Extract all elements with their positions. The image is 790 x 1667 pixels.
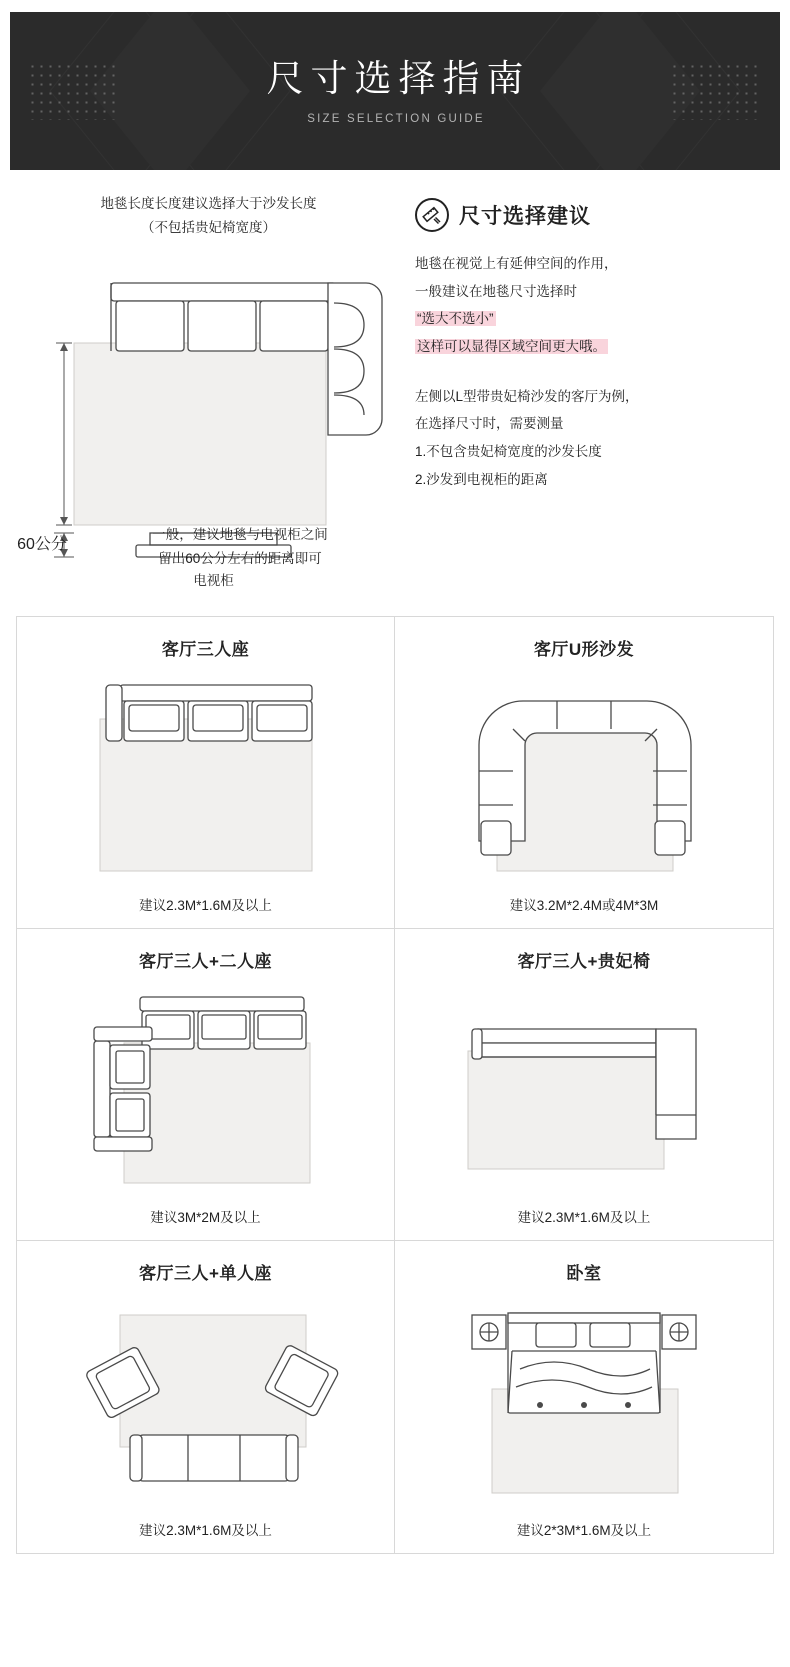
tv-distance-line2: 留出60公分左右的距离即可 bbox=[158, 550, 322, 566]
advice-p1-line4: 这样可以显得区域空间更大哦。 bbox=[417, 339, 606, 355]
advice-p1-line1: 地毯在视觉上有延伸空间的作用， bbox=[415, 256, 618, 271]
cell-note: 建议2.3M*1.6M及以上 bbox=[139, 898, 272, 914]
three-seat-sofa-diagram bbox=[27, 668, 384, 888]
cell-title: 客厅三人+二人座 bbox=[139, 952, 272, 972]
advice-p2-line2: 在选择尺寸时，需要测量 bbox=[415, 416, 564, 432]
advice-header bbox=[415, 198, 774, 232]
grid-cell-three-plus-single bbox=[17, 1241, 395, 1553]
cell-title: 客厅U形沙发 bbox=[533, 640, 635, 660]
header-banner bbox=[10, 12, 780, 170]
page-title: 尺寸选择指南 bbox=[266, 57, 531, 99]
cell-note: 建议2*3M*1.6M及以上 bbox=[516, 1523, 652, 1539]
grid-cell-three-seat bbox=[17, 617, 395, 929]
page-subtitle: SIZE SELECTION GUIDE bbox=[307, 113, 485, 126]
advice-paragraph-1 bbox=[415, 250, 774, 361]
advice-p2-line1: 左侧以L型带贵妃椅沙发的客厅为例， bbox=[415, 388, 639, 404]
grid-cell-three-plus-two bbox=[17, 929, 395, 1241]
diagram-caption-line2: （不包括贵妃椅宽度） bbox=[141, 219, 276, 235]
cell-note: 建议2.3M*1.6M及以上 bbox=[517, 1210, 651, 1226]
three-plus-single-seat-diagram bbox=[27, 1292, 384, 1513]
main-diagram-block bbox=[16, 192, 401, 600]
grid-cell-u-shape bbox=[395, 617, 773, 929]
ruler-pencil-icon bbox=[415, 198, 449, 232]
three-seat-chaise-diagram bbox=[405, 980, 763, 1200]
tv-cabinet-label: 电视柜 bbox=[193, 573, 234, 589]
cell-title: 客厅三人+贵妃椅 bbox=[517, 952, 651, 972]
diagram-caption-line1: 地毯长度长度建议选择大于沙发长度 bbox=[100, 196, 317, 211]
cell-title: 客厅三人+单人座 bbox=[139, 1264, 272, 1284]
bedroom-bed-diagram bbox=[405, 1292, 763, 1513]
advice-p2-line4: 2.沙发到电视柜的距离 bbox=[415, 471, 548, 487]
cell-note: 建议3M*2M及以上 bbox=[150, 1210, 261, 1226]
advice-paragraph-2 bbox=[415, 383, 774, 494]
living-room-diagram bbox=[16, 245, 401, 600]
dimension-label-60cm: 60公分 bbox=[17, 536, 67, 554]
u-shape-sofa-diagram bbox=[405, 668, 763, 888]
tv-distance-line1: 一般，建议地毯与电视柜之间 bbox=[152, 527, 328, 543]
size-options-grid bbox=[16, 616, 774, 1554]
cell-note: 建议3.2M*2.4M或4M*3M bbox=[509, 898, 659, 914]
cell-note: 建议2.3M*1.6M及以上 bbox=[139, 1523, 272, 1539]
advice-block bbox=[401, 192, 774, 600]
top-section bbox=[0, 170, 790, 606]
advice-p1-line3: “选大不选小” bbox=[417, 311, 494, 327]
diagram-caption bbox=[16, 192, 401, 239]
grid-cell-bedroom bbox=[395, 1241, 773, 1553]
cell-title: 客厅三人座 bbox=[161, 640, 250, 660]
grid-cell-three-plus-chaise bbox=[395, 929, 773, 1241]
advice-p1-line2: 一般建议在地毯尺寸选择时 bbox=[415, 283, 577, 299]
cell-title: 卧室 bbox=[566, 1264, 602, 1284]
three-plus-two-seat-diagram bbox=[27, 980, 384, 1200]
advice-title: 尺寸选择建议 bbox=[459, 205, 591, 228]
tv-distance-note bbox=[90, 523, 390, 570]
advice-p2-line3: 1.不包含贵妃椅宽度的沙发长度 bbox=[415, 444, 602, 460]
